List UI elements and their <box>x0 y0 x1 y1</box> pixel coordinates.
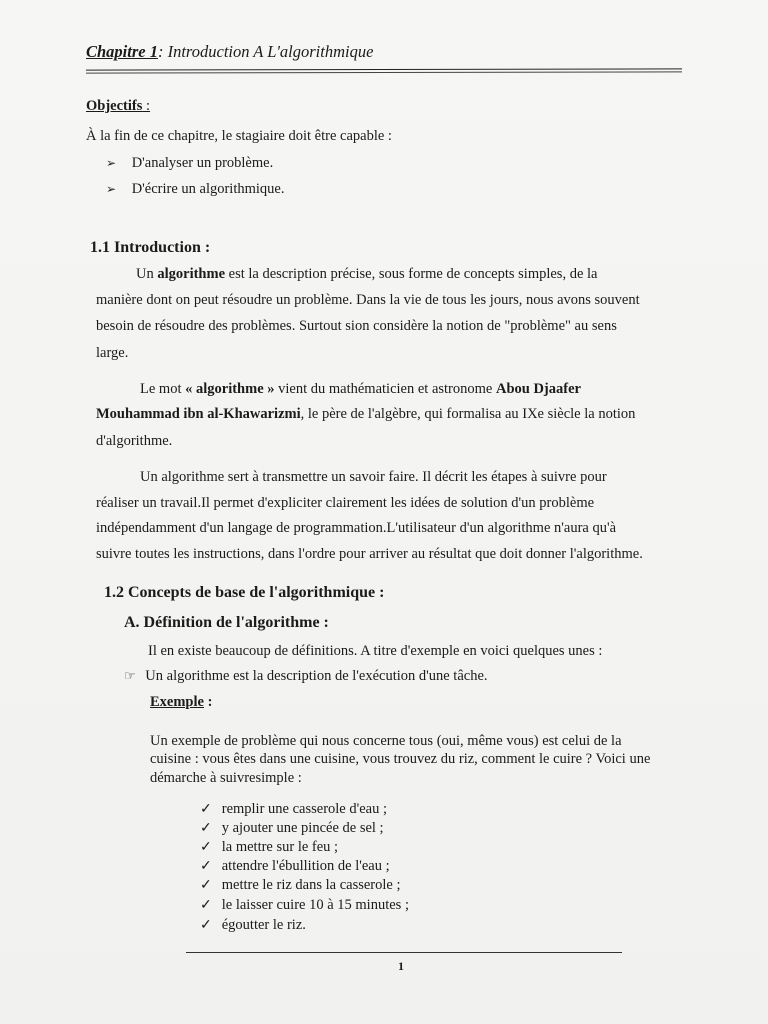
step-text: égoutter le riz. <box>221 917 306 933</box>
example-label <box>150 694 212 711</box>
check-mark-icon: ✓ <box>200 802 212 817</box>
example-label-text: Exemple <box>150 694 204 710</box>
step-text: le laisser cuire 10 à 15 minutes ; <box>221 897 409 913</box>
intro-p2-line3: d'algorithme. <box>96 433 173 449</box>
example-colon: : <box>203 694 213 710</box>
check-mark-icon: ✓ <box>200 918 212 933</box>
step-item <box>200 801 387 818</box>
intro-p2-line2 <box>96 406 635 423</box>
bold-term: « algorithme » <box>185 381 275 397</box>
objective-item <box>106 155 273 172</box>
step-text: remplir une casserole d'eau ; <box>221 801 387 817</box>
step-text: attendre l'ébullition de l'eau ; <box>221 858 390 874</box>
objectives-colon: : <box>142 98 151 114</box>
step-item <box>200 877 401 894</box>
bold-term: algorithme <box>157 266 226 282</box>
objectives-title-text: Objectifs <box>86 98 143 114</box>
arrowhead-bullet-icon: ➢ <box>106 182 117 196</box>
objective-text: D'analyser un problème. <box>131 155 274 171</box>
section-title-concepts: 1.2 Concepts de base de l'algorithmique : <box>104 584 385 601</box>
step-text: mettre le riz dans la casserole ; <box>221 877 401 893</box>
check-mark-icon: ✓ <box>200 898 212 913</box>
chapter-header <box>86 42 373 62</box>
objective-item <box>106 181 284 198</box>
definitions-intro: Il en existe beaucoup de définitions. A titre d'exemple en voici quelques unes : <box>148 643 603 659</box>
arrowhead-bullet-icon: ➢ <box>106 156 117 170</box>
header-rule-thin <box>86 71 682 73</box>
intro-p1-line2: manière dont on peut résoudre un problème. Dans la vie de tous les jours, nous avons souvent <box>96 292 640 308</box>
definition-text: Un algorithme est la description de l'exécution d'une tâche. <box>145 668 488 684</box>
bold-term: Abou Djaafer <box>495 381 581 397</box>
step-item <box>200 917 306 934</box>
text-run: Le mot <box>140 381 186 397</box>
example-line3: démarche à suivresimple : <box>150 770 302 786</box>
bold-term: Mouhammad ibn al-Khawarizmi <box>96 406 301 422</box>
check-mark-icon: ✓ <box>200 859 212 874</box>
example-line2: cuisine : vous êtes dans une cuisine, vous trouvez du riz, comment le cuire ? Voici une <box>150 751 651 767</box>
step-text: la mettre sur le feu ; <box>221 839 339 855</box>
objectives-title <box>86 98 150 115</box>
objective-text: D'écrire un algorithmique. <box>131 181 285 197</box>
intro-p1-line3: besoin de résoudre des problèmes. Surtout sion considère la notion de "problème" au sens <box>96 318 617 334</box>
pointing-hand-icon: ☞ <box>124 668 136 683</box>
intro-p3-line1: Un algorithme sert à transmettre un savoir faire. Il décrit les étapes à suivre pour <box>140 469 607 485</box>
intro-p3-line3: indépendamment d'un langage de programmation.L'utilisateur d'un algorithme n'aura qu'à <box>96 520 617 536</box>
text-run: est la description précise, sous forme de concepts simples, de la <box>225 266 598 282</box>
example-line1: Un exemple de problème qui nous concerne tous (oui, même vous) est celui de la <box>150 733 622 749</box>
objectives-intro: À la fin de ce chapitre, le stagiaire doit être capable : <box>86 128 392 144</box>
section-title-introduction: 1.1 Introduction : <box>90 239 211 256</box>
header-rule <box>86 68 682 70</box>
intro-p3-line4: suivre toutes les instructions, dans l'ordre pour arriver au résultat que doit donner l'algorithme. <box>96 546 643 562</box>
chapter-label: Chapitre 1 <box>86 42 158 61</box>
step-item <box>200 858 390 875</box>
check-mark-icon: ✓ <box>200 840 212 855</box>
chapter-title: : Introduction A L'algorithmique <box>157 42 374 61</box>
check-mark-icon: ✓ <box>200 878 212 893</box>
page-number: 1 <box>398 959 404 973</box>
intro-p1-line1 <box>136 266 597 283</box>
footer-rule <box>186 952 622 953</box>
intro-p1-line4: large. <box>96 345 129 361</box>
text-run: Un <box>136 266 158 282</box>
intro-p3-line2: réaliser un travail.Il permet d'expliciter clairement les idées de solution d'un problème <box>96 495 595 511</box>
step-item <box>200 839 338 856</box>
intro-p2-line1 <box>140 381 581 398</box>
step-item <box>200 897 409 914</box>
check-mark-icon: ✓ <box>200 821 212 836</box>
text-run: , le père de l'algèbre, qui formalisa au IXe siècle la notion <box>300 406 636 422</box>
subsection-title-definition: A. Définition de l'algorithme : <box>124 614 329 631</box>
step-text: y ajouter une pincée de sel ; <box>221 820 384 836</box>
step-item <box>200 820 384 837</box>
definition-item <box>124 668 488 685</box>
text-run: vient du mathématicien et astronome <box>274 381 496 397</box>
